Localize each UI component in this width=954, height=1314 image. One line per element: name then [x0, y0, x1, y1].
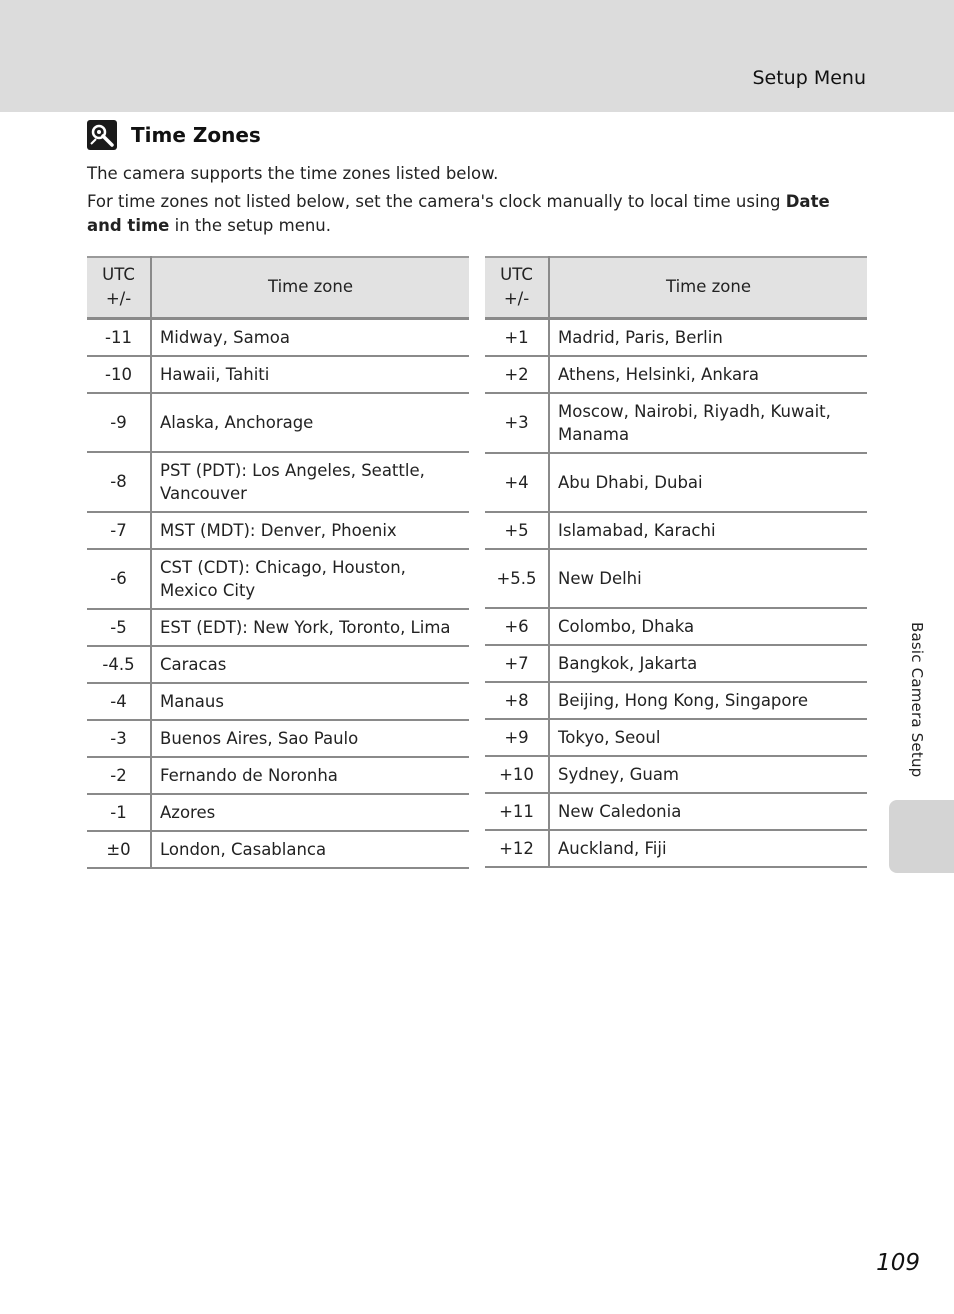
utc-offset: -6	[87, 549, 151, 609]
zone-name: Moscow, Nairobi, Riyadh, Kuwait, Manama	[549, 393, 867, 453]
table-row	[485, 549, 867, 608]
table-row	[87, 609, 469, 646]
header-band	[0, 0, 954, 112]
utc-offset: +5	[485, 512, 549, 549]
time-zone-table-left	[87, 256, 469, 869]
utc-offset: -4.5	[87, 646, 151, 683]
table-row	[485, 793, 867, 830]
page-header-title: Setup Menu	[752, 67, 866, 89]
utc-offset: +12	[485, 830, 549, 867]
utc-offset: +9	[485, 719, 549, 756]
utc-offset: -4	[87, 683, 151, 720]
section-heading	[87, 120, 261, 150]
table-row	[485, 682, 867, 719]
zone-name: Caracas	[151, 646, 469, 683]
date-and-time-menu-ref: Date and time	[87, 192, 830, 235]
utc-offset: -9	[87, 393, 151, 452]
setup-wrench-icon	[87, 120, 117, 150]
zone-name: Bangkok, Jakarta	[549, 645, 867, 682]
table-row	[485, 512, 867, 549]
table-row	[485, 608, 867, 645]
zone-name: London, Casablanca	[151, 831, 469, 868]
zone-name: Athens, Helsinki, Ankara	[549, 356, 867, 393]
table-row	[87, 452, 469, 512]
zone-name: EST (EDT): New York, Toronto, Lima	[151, 609, 469, 646]
zone-name: Azores	[151, 794, 469, 831]
utc-column-header: UTC +/-	[485, 257, 549, 318]
chapter-side-tab	[889, 800, 954, 873]
utc-offset: +7	[485, 645, 549, 682]
utc-offset: -8	[87, 452, 151, 512]
table-row	[485, 453, 867, 512]
zone-name: Madrid, Paris, Berlin	[549, 318, 867, 356]
intro-line-2	[87, 190, 867, 238]
utc-offset: +10	[485, 756, 549, 793]
table-row	[485, 356, 867, 393]
utc-offset: +5.5	[485, 549, 549, 608]
section-title: Time Zones	[131, 123, 261, 147]
table-row	[87, 549, 469, 609]
utc-offset: -3	[87, 720, 151, 757]
utc-offset: +3	[485, 393, 549, 453]
table-row	[87, 720, 469, 757]
table-row	[485, 645, 867, 682]
utc-offset: -1	[87, 794, 151, 831]
table-row	[87, 831, 469, 868]
utc-offset: -10	[87, 356, 151, 393]
zone-name: Abu Dhabi, Dubai	[549, 453, 867, 512]
table-row	[87, 356, 469, 393]
table-row	[87, 393, 469, 452]
table-row	[87, 683, 469, 720]
page-number: 109	[876, 1250, 920, 1276]
zone-name: New Caledonia	[549, 793, 867, 830]
intro-line-2-after: in the setup menu.	[169, 216, 332, 235]
utc-offset: +1	[485, 318, 549, 356]
zone-name: Midway, Samoa	[151, 318, 469, 356]
zone-column-header: Time zone	[151, 257, 469, 318]
utc-offset: -2	[87, 757, 151, 794]
zone-name: Buenos Aires, Sao Paulo	[151, 720, 469, 757]
zone-name: PST (PDT): Los Angeles, Seattle, Vancouver	[151, 452, 469, 512]
zone-name: MST (MDT): Denver, Phoenix	[151, 512, 469, 549]
utc-offset: +8	[485, 682, 549, 719]
zone-name: Colombo, Dhaka	[549, 608, 867, 645]
zone-name: Sydney, Guam	[549, 756, 867, 793]
table-row	[485, 719, 867, 756]
zone-name: Manaus	[151, 683, 469, 720]
intro-text	[87, 162, 867, 242]
utc-offset: -11	[87, 318, 151, 356]
utc-offset: ±0	[87, 831, 151, 868]
table-row	[87, 757, 469, 794]
table-row	[485, 756, 867, 793]
zone-name: Beijing, Hong Kong, Singapore	[549, 682, 867, 719]
intro-line-1: The camera supports the time zones listed below.	[87, 164, 499, 183]
zone-name: Hawaii, Tahiti	[151, 356, 469, 393]
table-row	[87, 512, 469, 549]
utc-offset: +6	[485, 608, 549, 645]
time-zone-table-right	[485, 256, 867, 868]
zone-name: Alaska, Anchorage	[151, 393, 469, 452]
zone-name: Islamabad, Karachi	[549, 512, 867, 549]
utc-offset: +4	[485, 453, 549, 512]
zone-name: Tokyo, Seoul	[549, 719, 867, 756]
chapter-side-label: Basic Camera Setup	[908, 622, 926, 778]
utc-offset: -7	[87, 512, 151, 549]
utc-offset: +2	[485, 356, 549, 393]
zone-column-header: Time zone	[549, 257, 867, 318]
zone-name: Auckland, Fiji	[549, 830, 867, 867]
utc-offset: -5	[87, 609, 151, 646]
table-row	[87, 794, 469, 831]
table-row	[485, 318, 867, 356]
intro-line-2-before: For time zones not listed below, set the camera's clock manually to local time using	[87, 192, 786, 211]
table-row	[87, 646, 469, 683]
utc-column-header: UTC +/-	[87, 257, 151, 318]
table-row	[87, 318, 469, 356]
table-row	[485, 830, 867, 867]
zone-name: Fernando de Noronha	[151, 757, 469, 794]
zone-name: New Delhi	[549, 549, 867, 608]
utc-offset: +11	[485, 793, 549, 830]
table-row	[485, 393, 867, 453]
zone-name: CST (CDT): Chicago, Houston, Mexico City	[151, 549, 469, 609]
